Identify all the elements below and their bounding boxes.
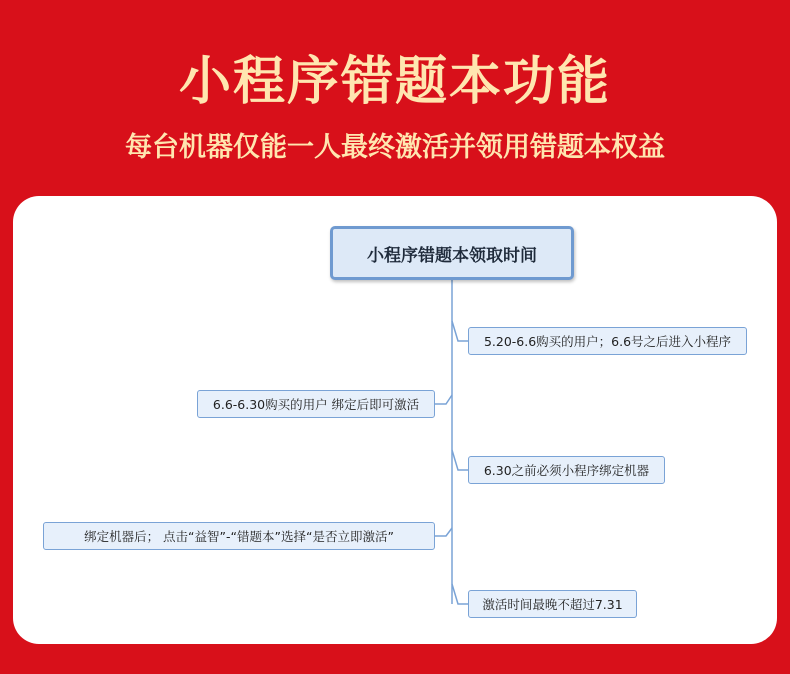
node-activation-deadline: 激活时间最晚不超过7.31 — [468, 590, 637, 618]
node-bind-before-6-30: 6.30之前必须小程序绑定机器 — [468, 456, 665, 484]
node-purchase-6-6: 6.6-6.30购买的用户 绑定后即可激活 — [197, 390, 435, 418]
page-title: 小程序错题本功能 — [178, 52, 611, 112]
node-purchase-5-20: 5.20-6.6购买的用户；6.6号之后进入小程序 — [468, 327, 747, 355]
node-activation-steps: 绑定机器后； 点击“益智”-“错题本”选择“是否立即激活” — [43, 522, 435, 550]
root-node: 小程序错题本领取时间 — [330, 226, 574, 280]
page-subtitle: 每台机器仅能一人最终激活并领用错题本权益 — [125, 132, 665, 163]
